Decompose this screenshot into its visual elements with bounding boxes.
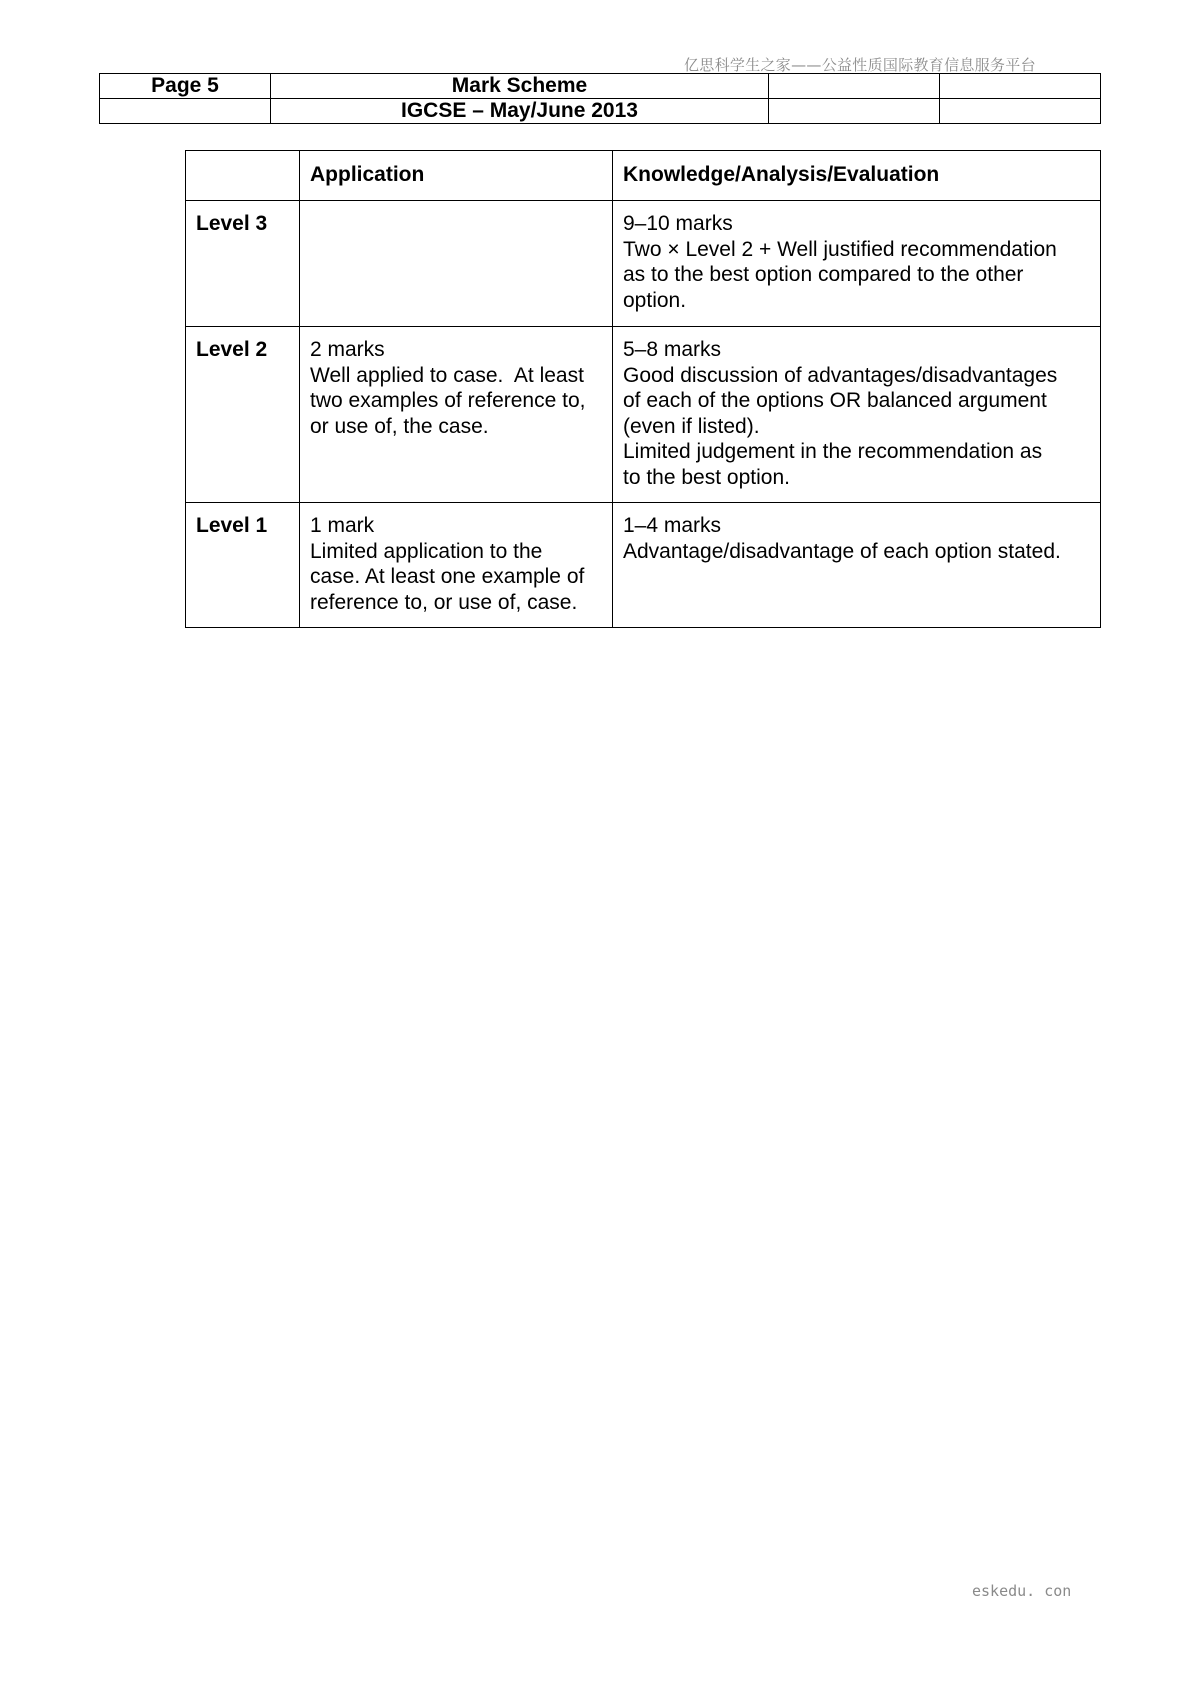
cell-line: 9–10 marks: [623, 212, 733, 235]
cell-line: case. At least one example of: [310, 565, 585, 588]
column-header-application: Application: [300, 151, 613, 201]
cell-line: (even if listed).: [623, 414, 760, 438]
page-header-table: [99, 73, 1101, 124]
table-row-level-1: [186, 503, 1101, 628]
cell-line: or use of, the case.: [310, 414, 489, 438]
cell-line: Limited application to the: [310, 539, 543, 563]
cell-line: 1 mark: [310, 514, 375, 537]
cell-line: Good discussion of advantages/disadvantages: [623, 363, 1058, 387]
cell-line: option.: [623, 288, 687, 312]
application-cell: [300, 503, 613, 628]
level-label: Level 1: [186, 503, 300, 628]
level-label: Level 2: [186, 327, 300, 503]
watermark-bottom: eskedu. con: [972, 1582, 1072, 1600]
table-header-row: [186, 151, 1101, 201]
cell-line: to the best option.: [623, 465, 790, 489]
knowledge-cell: [613, 503, 1101, 628]
header-title: Mark Scheme: [271, 74, 769, 99]
table-row-level-3: [186, 201, 1101, 327]
watermark-top: 亿思科学生之家——公益性质国际教育信息服务平台: [684, 56, 1036, 74]
header-subtitle: IGCSE – May/June 2013: [271, 99, 769, 124]
mark-scheme-table: [185, 150, 1101, 628]
application-cell: [300, 201, 613, 327]
column-header: [186, 151, 300, 201]
cell-line: Limited judgement in the recommendation as: [623, 440, 1043, 463]
header-empty-cell: [769, 99, 940, 124]
knowledge-cell: [613, 201, 1101, 327]
cell-line: 1–4 marks: [623, 514, 722, 537]
cell-line: Two × Level 2 + Well justified recommendation: [623, 237, 1057, 261]
cell-line: as to the best option compared to the other: [623, 263, 1024, 286]
level-label: Level 3: [186, 201, 300, 327]
cell-line: 2 marks: [310, 338, 385, 361]
application-cell: [300, 327, 613, 503]
cell-line: two examples of reference to,: [310, 389, 586, 412]
header-empty-cell: [769, 74, 940, 99]
column-header-knowledge: Knowledge/Analysis/Evaluation: [613, 151, 1101, 201]
cell-line: Advantage/disadvantage of each option stated.: [623, 539, 1061, 563]
header-empty-cell: [940, 99, 1101, 124]
header-empty-cell: [100, 99, 271, 124]
cell-line: 5–8 marks: [623, 338, 722, 361]
header-empty-cell: [940, 74, 1101, 99]
cell-line: of each of the options OR balanced argument: [623, 389, 1047, 412]
cell-line: reference to, or use of, case.: [310, 590, 578, 614]
cell-line: Well applied to case. At least: [310, 363, 584, 387]
knowledge-cell: [613, 327, 1101, 503]
table-row-level-2: [186, 327, 1101, 503]
page-number: Page 5: [100, 74, 271, 99]
